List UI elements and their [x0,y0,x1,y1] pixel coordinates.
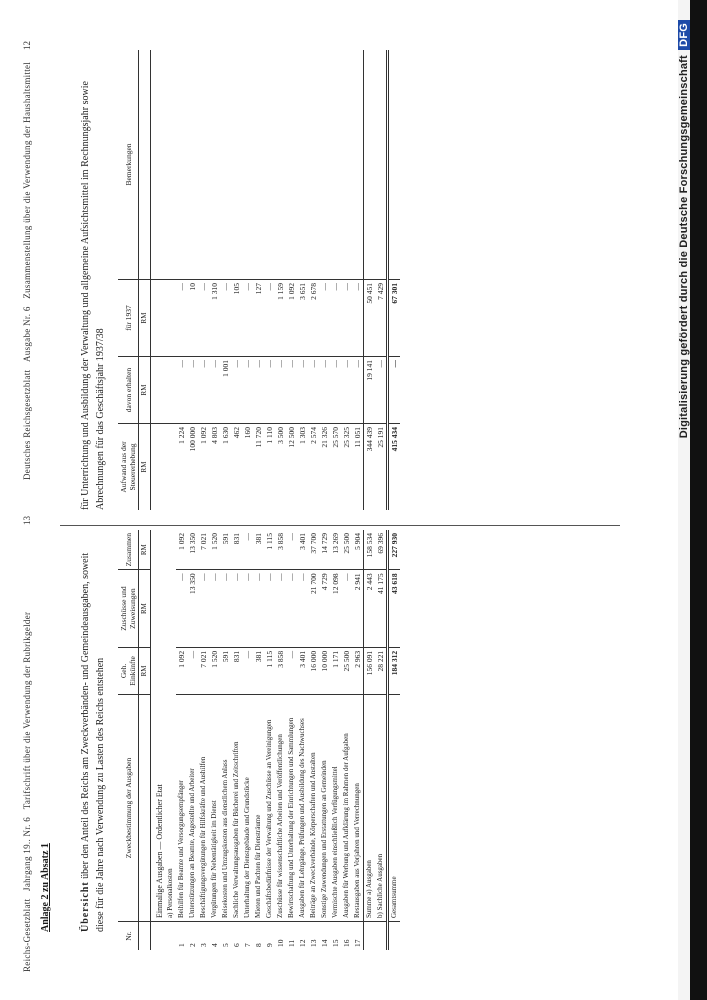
table-row [308,530,319,950]
rrow-value-b: — [176,357,187,424]
row-number: 11 [287,939,296,947]
rrow-remark [341,50,352,280]
row-number: 9 [265,943,274,947]
col-c: Zusammen [118,530,139,570]
row-purpose: Sonstige Zuwendungen und Erstattungen an Gemeinden [319,695,330,922]
rrow-value-b: — [330,357,341,424]
rrow-value-a: 100 000 [188,427,197,452]
right-book: Deutsches Reichsgesetzblatt [22,369,32,480]
row-value-a: 10 000 [319,647,330,694]
rrow-value-b: — [308,357,319,424]
row-purpose: Vermischte Ausgaben einschließlich Verfügungsmittel [330,695,341,922]
row-purpose: Vergütungen für Nebentätigkeit im Dienst [209,695,220,922]
left-title: Tarifschrift über die Verwendung der Rubrikgelder [22,611,32,810]
row-value-a: 1 092 [176,647,187,694]
rrow-remark [297,50,308,280]
rrow-value-a: 4 803 [210,427,219,444]
row-number: 16 [342,939,351,947]
table-row [341,50,352,510]
left-b-row: b) Sachliche Ausgaben 28 221 41 175 69 396 [375,530,388,950]
rrow-value-a: 25 570 [331,427,340,448]
row-value-c: 13 350 [187,530,198,570]
row-value-a: 381 [253,647,264,694]
table-row [209,50,220,510]
rrow-value-b: — [319,357,330,424]
table-row [253,50,264,510]
row-number: 10 [276,939,285,947]
dfg-logo: DFG [678,20,690,50]
table-row [198,50,209,510]
row-number: 17 [353,939,362,947]
rrow-remark [264,50,275,280]
row-number: 6 [232,943,241,947]
table-row [264,530,275,950]
rrow-value-b: — [187,357,198,424]
table-row [330,530,341,950]
row-number: 13 [309,939,318,947]
row-value-b: — [220,570,231,648]
rrow-value-c: 2 678 [308,280,319,357]
page-gutter [60,525,620,526]
row-value-c: 5 904 [352,530,364,570]
rrow-value-b: — [209,357,220,424]
right-caption: für Unterrichtung und Ausbildung der Verwaltung und allgemeine Aufsichtsmittel im Rechnungsjahr sowie Abrechnungen für das Geschäftsjahr 1937/38 [80,81,106,510]
table-row [176,50,187,510]
row-value-c: 7 021 [198,530,209,570]
rrow-remark [286,50,297,280]
row-number: 2 [188,943,197,947]
b-label: b) Sachliche Ausgaben [375,695,388,922]
row-purpose: Reisekosten und Umzugskosten aus dienstlichem Anlass [220,695,231,922]
row-purpose: Beiträge an Zweckverbände, Körperschaften und Anstalten [308,695,319,922]
row-value-a: — [286,647,297,694]
row-number: 8 [254,943,263,947]
table-row [231,530,242,950]
rrow-value-a: 3 500 [276,427,285,444]
row-purpose: Unterstützungen an Beamte, Angestellte und Arbeiter [187,695,198,922]
section-sub-row [165,530,176,950]
rrow-value-b: — [352,357,364,424]
row-value-a: 1 115 [264,647,275,694]
left-book: Reichs-Gesetzblatt [22,898,32,972]
row-value-b: 21 700 [308,570,319,648]
right-table-units: RM RM RM [139,50,151,510]
rrow-remark [319,50,330,280]
row-value-c: — [242,530,253,570]
rrow-value-b: — [231,357,242,424]
table-row [308,50,319,510]
row-value-b: — [297,570,308,648]
annex-label: Anlage 2 zu Absatz 1 [40,843,51,932]
row-value-a: 591 [220,647,231,694]
rrow-value-b: — [242,357,253,424]
right-table-header [118,50,139,510]
table-row [198,530,209,950]
row-value-c: 3 401 [297,530,308,570]
row-number: 12 [298,939,307,947]
row-value-c: 25 500 [341,530,352,570]
row-value-c: 14 729 [319,530,330,570]
row-value-b: — [253,570,264,648]
right-total-row: 415 434 — 67 301 [388,50,401,510]
rrow-remark [352,50,364,280]
watermark-text: Digitalisierung gefördert durch die Deutsche Forschungsgemeinschaft [678,55,690,439]
rrow-value-b: — [264,357,275,424]
left-table-header [118,530,139,950]
left-caption-label: Übersicht [80,881,91,932]
rrow-remark [176,50,187,280]
row-value-c: — [286,530,297,570]
row-purpose: Zuschüsse für wissenschaftliche Arbeiten und Veröffentlichungen [275,695,286,922]
right-table-body [151,50,364,510]
rrow-value-a: 1 110 [265,427,274,444]
rrow-value-b: — [253,357,264,424]
row-value-b: — [198,570,209,648]
rrow-value-c: — [264,280,275,357]
subtotal-label: Summe a) Ausgaben [364,695,376,922]
rrow-value-a: 11 720 [254,427,263,448]
row-value-b: — [242,570,253,648]
row-number: 1 [177,943,186,947]
table-row [341,530,352,950]
row-purpose: Unterhaltung der Dienstgebäude und Grundstücke [242,695,253,922]
rrow-value-a: 25 325 [342,427,351,448]
rrow-value-c: — [242,280,253,357]
col-a: Geh. Einkünfte [118,647,139,694]
row-purpose: Beschäftigungsvergütungen für Hilfskräfte und Aushilfen [198,695,209,922]
row-purpose: Geschäftsbedürfnisse der Verwaltung und Zuschüsse an Vereinigungen [264,695,275,922]
row-value-b: 13 350 [187,570,198,648]
right-table [118,50,400,510]
row-value-a: — [187,647,198,694]
rrow-value-a: 21 326 [320,427,329,448]
rrow-value-c: 127 [253,280,264,357]
row-value-b: 12 098 [330,570,341,648]
row-purpose: Ausgaben für Lehrgänge, Prüfungen und Ausbildung des Nachwuchses [297,695,308,922]
rrow-value-c: 3 651 [297,280,308,357]
rrow-value-c: — [341,280,352,357]
table-row [286,530,297,950]
table-row [286,50,297,510]
rcol-c: für 1937 [118,280,139,357]
rrow-value-c: — [319,280,330,357]
left-table-body [151,530,364,950]
total-label: Gesamtsumme [388,695,401,922]
rrow-remark [187,50,198,280]
row-purpose: Bewirtschaftung und Unterhaltung der Einrichtungen und Sammlungen [286,695,297,922]
rrow-value-a: 1 092 [199,427,208,444]
table-row [297,50,308,510]
row-value-a: 25 500 [341,647,352,694]
right-page-number: 13 [22,516,32,525]
row-value-c: 1 115 [264,530,275,570]
row-value-c: 1 092 [176,530,187,570]
rrow-value-c: — [352,280,364,357]
row-value-a: 831 [231,647,242,694]
row-value-b: 4 729 [319,570,330,648]
rrow-value-c: 10 [187,280,198,357]
row-number: 14 [320,939,329,947]
table-row [187,50,198,510]
rrow-value-b: — [297,357,308,424]
rrow-value-c: — [330,280,341,357]
rrow-remark [330,50,341,280]
rrow-remark [275,50,286,280]
row-value-a: 2 963 [352,647,364,694]
row-number: 7 [243,943,252,947]
row-value-c: 831 [231,530,242,570]
left-total-row: Gesamtsumme 184 312 43 618 227 930 [388,530,401,950]
row-number: 4 [210,943,219,947]
rrow-value-c: — [220,280,231,357]
row-value-c: 591 [220,530,231,570]
rrow-value-a: 11 051 [353,427,362,448]
col-purpose: Zweckbestimmung der Ausgaben [118,695,139,922]
left-subtotal-row: Summe a) Ausgaben 156 091 2 443 158 534 [364,530,376,950]
rrow-remark [308,50,319,280]
left-issue: Jahrgang 19.. Nr. 6 [22,816,32,891]
right-issue: Ausgabe Nr. 6 [22,306,32,363]
row-purpose: Restausgaben aus Vorjahren und Verrechnungen [352,695,364,922]
unit-b: RM [139,570,151,648]
table-row [319,530,330,950]
row-value-a: 3 401 [297,647,308,694]
rrow-value-a: 160 [243,427,252,439]
left-running-head [22,612,32,972]
row-value-b: — [341,570,352,648]
table-row [187,530,198,950]
rrow-value-b: — [198,357,209,424]
left-table-units [139,530,151,950]
col-b: Zuschüsse und Zuweisungen [118,570,139,648]
row-value-b: — [275,570,286,648]
section-title: Einmalige Ausgaben — Ordentlicher Etat [151,530,166,922]
table-row [253,530,264,950]
table-row [176,530,187,950]
row-value-b: — [286,570,297,648]
row-value-c: 37 700 [308,530,319,570]
rrow-remark [209,50,220,280]
section-title-row [151,530,166,950]
row-value-c: 1 520 [209,530,220,570]
table-row [242,530,253,950]
table-row [352,530,364,950]
row-value-b: — [176,570,187,648]
rrow-remark [220,50,231,280]
unit-c: RM [139,530,151,570]
rrow-value-c: — [176,280,187,357]
rrow-value-b: — [341,357,352,424]
table-row [330,50,341,510]
rrow-value-c: 105 [231,280,242,357]
table-row [275,530,286,950]
right-title: Zusammenstellung über die Verwendung der Haushaltsmittel [22,61,32,299]
table-row [242,50,253,510]
rrow-value-c: 1 310 [209,280,220,357]
row-number: 15 [331,939,340,947]
row-value-a: 3 858 [275,647,286,694]
right-subtotal-row: 344 439 19 141 50 451 [364,50,376,510]
table-row [319,50,330,510]
row-value-a: 7 021 [198,647,209,694]
row-value-b: 2 941 [352,570,364,648]
rrow-value-c: 1 159 [275,280,286,357]
row-purpose: Beihilfen für Beamte und Versorgungsempfänger [176,695,187,922]
rrow-value-a: 1 303 [298,427,307,444]
table-row [209,530,220,950]
table-row [275,50,286,510]
row-value-a: 16 000 [308,647,319,694]
rrow-remark [198,50,209,280]
left-caption [78,532,108,932]
rrow-remark [242,50,253,280]
left-table [118,530,400,950]
table-row [264,50,275,510]
row-purpose: Ausgaben für Werbung und Aufklärung im Rahmen der Aufgaben [341,695,352,922]
rrow-value-c: — [198,280,209,357]
rcol-a: Aufwand aus der Steuererhebung [118,424,139,511]
row-value-a: 1 520 [209,647,220,694]
unit-a: RM [139,647,151,694]
table-row [297,530,308,950]
rrow-value-b: — [275,357,286,424]
row-value-b: — [209,570,220,648]
rrow-value-a: 2 574 [309,427,318,444]
left-caption-text: über den Anteil des Reichs am Zweckverbänden- und Gemeindeausgaben, soweit diese für die Jahre nach Verwendung zu Lasten des Reichs entstehen [80,552,106,932]
row-value-c: 381 [253,530,264,570]
section-sub: a) Personalkosten [165,530,176,922]
row-value-a: — [242,647,253,694]
row-purpose: Mieten und Pachten für Diensträume [253,695,264,922]
rrow-value-b: — [286,357,297,424]
rcol-d: Bemerkungen [118,50,139,280]
table-row [220,50,231,510]
row-value-c: 13 269 [330,530,341,570]
rrow-value-c: 1 092 [286,280,297,357]
scan-border [690,0,707,1000]
row-purpose: Sachliche Verwaltungsausgaben für Bücherei und Zeitschriften [231,695,242,922]
rrow-remark [253,50,264,280]
table-row [220,530,231,950]
row-value-b: — [231,570,242,648]
table-row [231,50,242,510]
col-nr: Nr. [118,922,139,951]
row-number: 3 [199,943,208,947]
right-running-head [22,62,32,480]
rrow-remark [231,50,242,280]
row-number: 5 [221,943,230,947]
left-page-number: 12 [22,41,32,50]
row-value-b: — [264,570,275,648]
rrow-value-b: 1 001 [220,357,231,424]
row-value-c: 3 858 [275,530,286,570]
rrow-value-a: 462 [232,427,241,439]
left-table-totals [364,530,401,950]
row-value-a: 1 171 [330,647,341,694]
rcol-b: davon erhalten [118,357,139,424]
right-table-totals [364,50,401,510]
rrow-value-a: 1 224 [177,427,186,444]
rrow-value-a: 1 630 [221,427,230,444]
rrow-value-a: 12 500 [287,427,296,448]
table-row [352,50,364,510]
right-b-row: 25 191 — 7 429 [375,50,388,510]
